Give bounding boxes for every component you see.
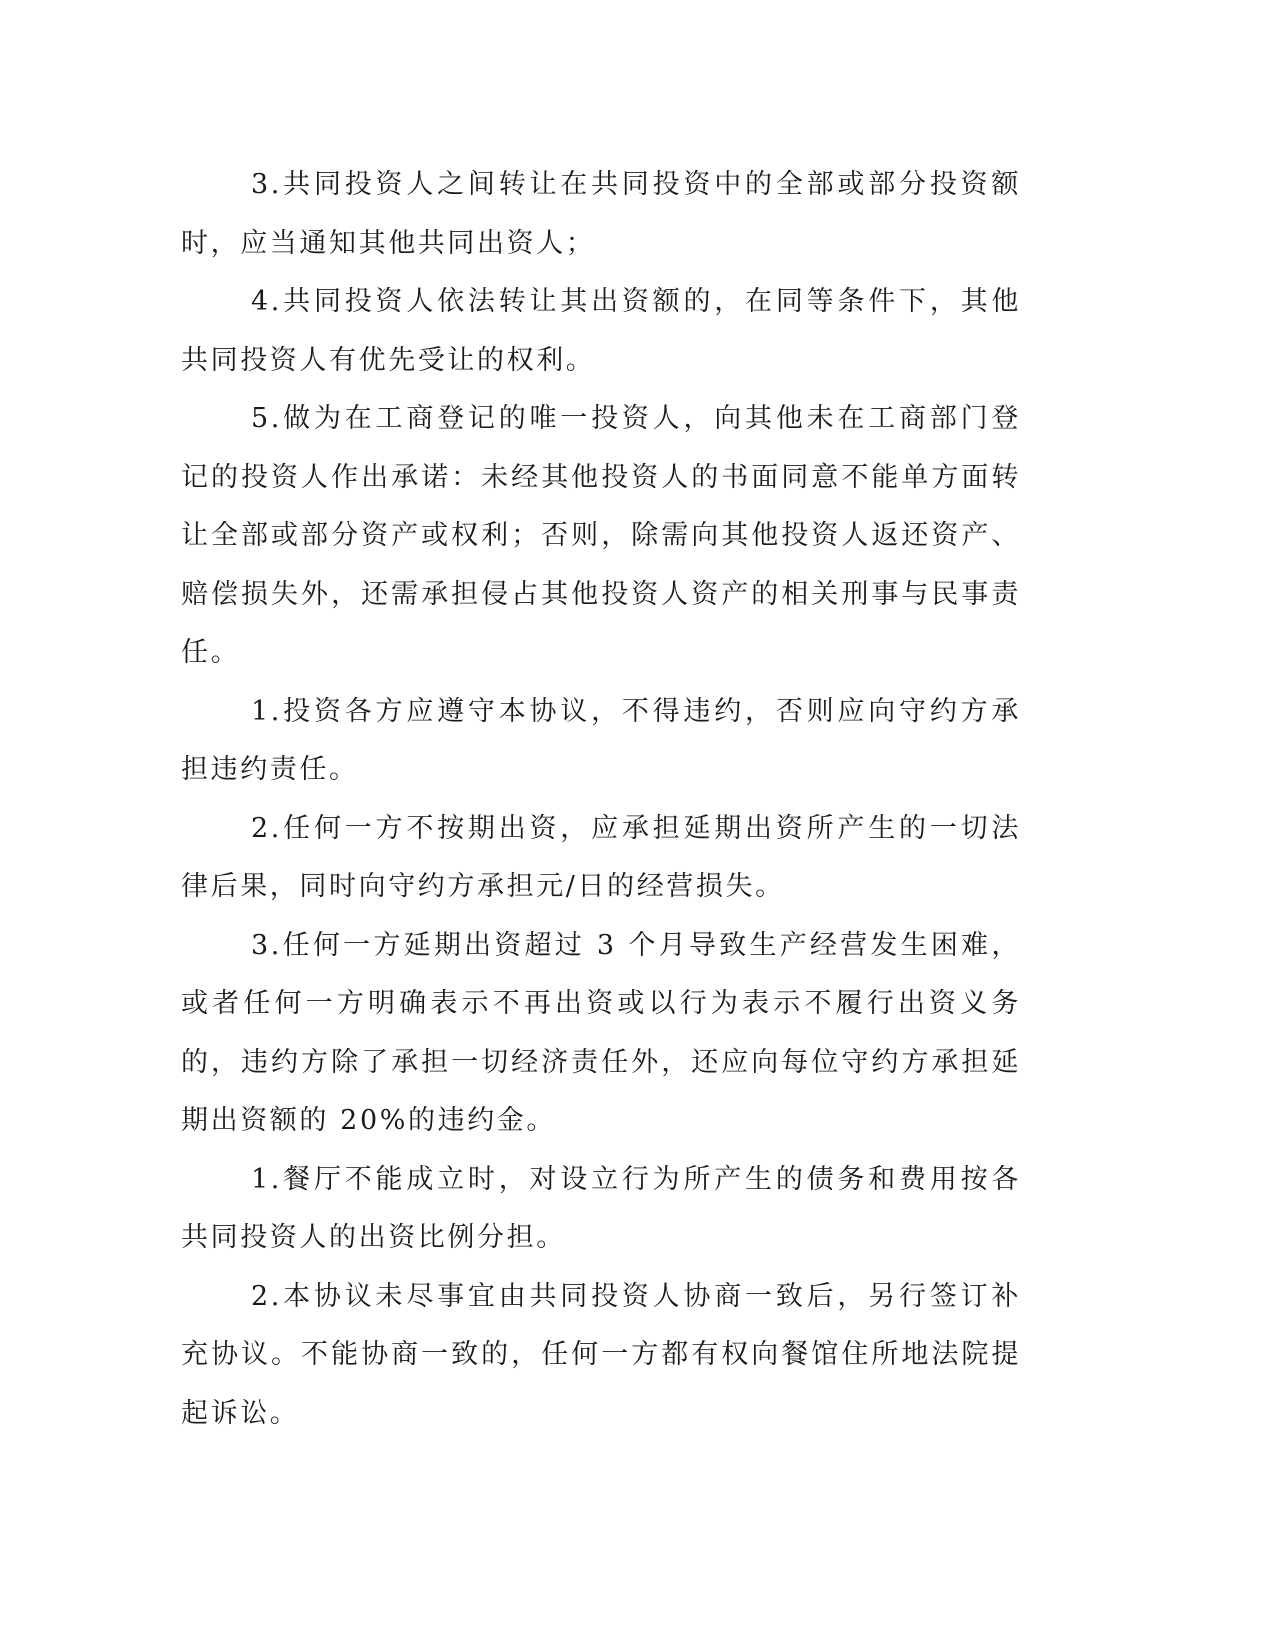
paragraph-breach-liability: 1.投资各方应遵守本协议，不得违约，否则应向守约方承担违约责任。 (181, 695, 1021, 785)
paragraph-preemptive-right: 4.共同投资人依法转让其出资额的，在同等条件下，其他共同投资人有优先受让的权利。 (181, 286, 1021, 376)
document-body (181, 156, 1021, 1443)
paragraph-sole-registrant-promise: 5.做为在工商登记的唯一投资人，向其他未在工商部门登记的投资人作出承诺：未经其他投资人的书面同意不能单方面转让全部或部分资产或权利；否则，除需向其他投资人返还资产、赔偿损失外，还需承担侵占其他投资人资产的相关刑事与民事责任。 (181, 403, 1021, 668)
paragraph-penalty: 3.任何一方延期出资超过 3 个月导致生产经营发生困难，或者任何一方明确表示不再出资或以行为表示不履行出资义务的，违约方除了承担一切经济责任外，还应向每位守约方承担延期出资额的 20%的违约金。 (181, 929, 1021, 1136)
paragraph-restaurant-not-established: 1.餐厅不能成立时，对设立行为所产生的债务和费用按各共同投资人的出资比例分担。 (181, 1163, 1021, 1253)
paragraph-transfer-notice: 3.共同投资人之间转让在共同投资中的全部或部分投资额时，应当通知其他共同出资人； (181, 169, 1021, 259)
paragraph-supplementary-agreement: 2.本协议未尽事宜由共同投资人协商一致后，另行签订补充协议。不能协商一致的，任何一方都有权向餐馆住所地法院提起诉讼。 (181, 1280, 1021, 1429)
paragraph-late-contribution: 2.任何一方不按期出资，应承担延期出资所产生的一切法律后果，同时向守约方承担元/日的经营损失。 (181, 812, 1021, 902)
